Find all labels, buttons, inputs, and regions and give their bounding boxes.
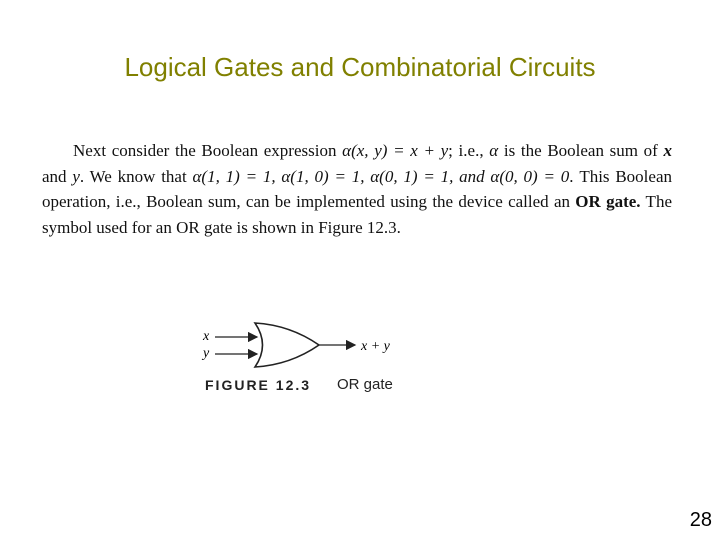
figure-label: FIGURE 12.3 (205, 377, 312, 393)
alpha-symbol: α (489, 141, 499, 160)
text-run: is the Boolean sum of (498, 141, 664, 160)
body-paragraph (42, 138, 672, 240)
truth-values: α(1, 1) = 1, α(1, 0) = 1, α(0, 1) = 1, and α(0, 0) = 0 (192, 166, 570, 186)
text-run: The symbol used for an OR gate is shown in Figure 12.3. (42, 192, 672, 237)
or-gate-diagram (195, 315, 495, 375)
var-y: y (72, 166, 80, 186)
text-run: Next consider the Boolean expression (73, 141, 343, 160)
text-run: ; i.e., (448, 141, 490, 160)
page-number: 28 (689, 509, 712, 531)
text-run: and (42, 166, 73, 186)
or-gate-term: OR gate. (575, 192, 641, 211)
var-x: x (663, 141, 672, 160)
slide-title: Logical Gates and Combinatorial Circuits (124, 52, 596, 82)
boolean-expression: α(x, y) = x + y (342, 141, 449, 160)
text-run: . This Boolean operation, i.e., Boolean sum, can be implemented using the device called an (42, 166, 672, 211)
or-gate-figure (195, 315, 495, 400)
text-run: . We know that (79, 166, 193, 186)
input-x-label: x (203, 329, 210, 344)
input-y-label: y (203, 346, 210, 361)
figure-caption: OR gate (337, 376, 393, 393)
or-gate-symbol (255, 323, 319, 367)
output-label: x + y (361, 339, 390, 354)
